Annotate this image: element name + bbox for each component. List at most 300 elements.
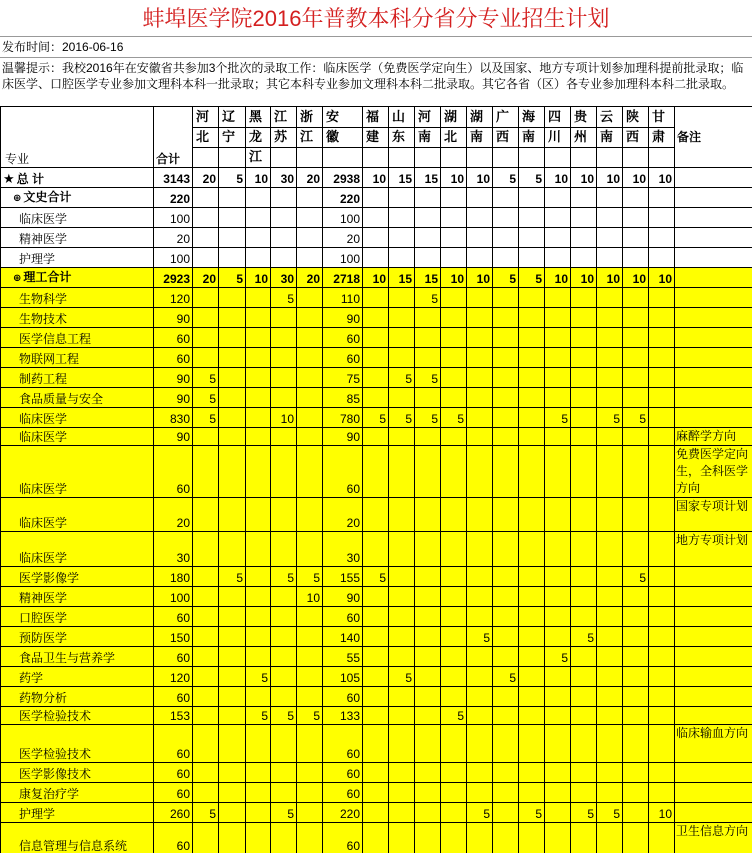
province-value-cell: 60 — [323, 687, 363, 707]
province-value-cell — [219, 408, 246, 428]
table-row — [1, 763, 752, 783]
province-value-cell — [467, 647, 493, 667]
province-value-cell: 5 — [389, 408, 415, 428]
table-row — [1, 687, 752, 707]
major-cell — [1, 803, 154, 823]
province-value-cell — [493, 647, 519, 667]
province-value-cell — [415, 567, 441, 587]
note-cell — [675, 567, 752, 587]
province-value-cell — [297, 308, 323, 328]
province-value-cell — [623, 763, 649, 783]
province-value-cell — [545, 498, 571, 532]
province-value-cell — [623, 725, 649, 763]
province-value-cell — [597, 763, 623, 783]
major-name: 生物科学 — [19, 292, 68, 306]
note-cell: 地方专项计划 — [675, 532, 752, 567]
note-cell: 国家专项计划 — [675, 498, 752, 532]
province-value-cell — [467, 707, 493, 725]
province-value-cell — [297, 667, 323, 687]
province-value-cell — [246, 687, 271, 707]
province-value-cell: 5 — [467, 803, 493, 823]
province-value-cell — [649, 368, 675, 388]
province-value-cell — [597, 388, 623, 408]
expand-plus-icon[interactable]: ⊕ — [13, 273, 22, 284]
total-cell: 90 — [154, 368, 193, 388]
province-value-cell: 20 — [297, 168, 323, 188]
province-value-cell — [297, 228, 323, 248]
province-value-cell: 10 — [623, 268, 649, 288]
province-value-cell — [271, 667, 297, 687]
header-province — [415, 107, 441, 168]
province-value-cell: 5 — [219, 268, 246, 288]
province-value-cell — [597, 687, 623, 707]
province-value-cell — [441, 667, 467, 687]
province-value-cell — [571, 248, 597, 268]
province-value-cell — [415, 428, 441, 446]
province-value-cell: 85 — [323, 388, 363, 408]
province-value-cell: 5 — [441, 408, 467, 428]
major-name: 临床医学 — [19, 551, 68, 565]
header-province — [493, 107, 519, 168]
total-cell: 60 — [154, 725, 193, 763]
province-value-cell — [297, 607, 323, 627]
province-value-cell — [193, 763, 219, 783]
province-value-cell — [571, 687, 597, 707]
major-name: 临床医学 — [19, 482, 68, 496]
major-cell — [1, 707, 154, 725]
province-value-cell — [297, 348, 323, 368]
province-value-cell — [246, 823, 271, 853]
total-cell: 120 — [154, 667, 193, 687]
table-row — [1, 188, 752, 208]
province-value-cell: 10 — [623, 168, 649, 188]
province-value-cell — [193, 587, 219, 607]
major-cell — [1, 388, 154, 408]
province-value-cell: 140 — [323, 627, 363, 647]
table-row — [1, 308, 752, 328]
total-cell: 60 — [154, 647, 193, 667]
province-value-cell — [649, 288, 675, 308]
province-value-cell — [545, 208, 571, 228]
province-value-cell — [519, 188, 545, 208]
major-name: 总 计 — [16, 172, 44, 186]
header-province — [193, 107, 219, 168]
province-value-cell — [597, 208, 623, 228]
province-value-cell: 20 — [193, 168, 219, 188]
province-value-cell — [297, 498, 323, 532]
province-value-cell — [597, 368, 623, 388]
province-value-cell: 5 — [415, 408, 441, 428]
province-value-cell — [597, 823, 623, 853]
province-value-cell — [271, 428, 297, 446]
province-value-cell — [246, 498, 271, 532]
major-cell — [1, 823, 154, 853]
province-value-cell — [271, 763, 297, 783]
province-value-cell — [571, 388, 597, 408]
province-value-cell — [246, 647, 271, 667]
province-value-cell — [193, 647, 219, 667]
province-value-cell — [649, 428, 675, 446]
table-row — [1, 268, 752, 288]
province-value-cell — [271, 725, 297, 763]
province-value-cell — [271, 498, 297, 532]
province-value-cell — [246, 763, 271, 783]
province-value-cell — [571, 308, 597, 328]
table-row — [1, 208, 752, 228]
province-value-cell — [571, 567, 597, 587]
total-cell: 20 — [154, 228, 193, 248]
province-value-cell — [193, 667, 219, 687]
province-value-cell — [363, 783, 389, 803]
province-value-cell — [389, 725, 415, 763]
province-value-cell — [467, 408, 493, 428]
province-value-cell: 5 — [623, 408, 649, 428]
province-value-cell: 5 — [389, 667, 415, 687]
major-name: 食品质量与安全 — [19, 392, 104, 406]
province-value-cell — [493, 532, 519, 567]
province-value-cell — [519, 783, 545, 803]
province-value-cell — [649, 627, 675, 647]
province-value-cell — [571, 587, 597, 607]
header-major: 专业 — [1, 107, 154, 168]
header-province — [246, 107, 271, 168]
province-value-cell — [389, 228, 415, 248]
major-cell — [1, 308, 154, 328]
province-name: 安徽 — [326, 109, 340, 144]
major-cell — [1, 532, 154, 567]
province-value-cell — [415, 687, 441, 707]
major-name: 口腔医学 — [19, 611, 68, 625]
total-cell: 120 — [154, 288, 193, 308]
province-value-cell — [519, 687, 545, 707]
province-value-cell — [219, 803, 246, 823]
province-value-cell — [246, 348, 271, 368]
province-value-cell — [467, 763, 493, 783]
province-value-cell — [623, 823, 649, 853]
header-province — [363, 107, 389, 168]
province-value-cell: 155 — [323, 567, 363, 587]
province-value-cell: 5 — [297, 567, 323, 587]
province-value-cell — [219, 587, 246, 607]
province-value-cell — [493, 228, 519, 248]
province-value-cell — [193, 348, 219, 368]
province-value-cell — [467, 328, 493, 348]
table-row — [1, 348, 752, 368]
province-value-cell — [415, 328, 441, 348]
province-value-cell: 5 — [246, 667, 271, 687]
total-cell: 100 — [154, 208, 193, 228]
table-row — [1, 228, 752, 248]
major-name: 食品卫生与营养学 — [19, 651, 116, 665]
province-value-cell — [297, 368, 323, 388]
province-value-cell — [649, 228, 675, 248]
province-value-cell — [649, 783, 675, 803]
province-value-cell — [246, 288, 271, 308]
province-value-cell — [441, 687, 467, 707]
province-value-cell — [246, 607, 271, 627]
province-value-cell — [297, 446, 323, 498]
province-value-cell — [545, 803, 571, 823]
note-cell — [675, 587, 752, 607]
province-value-cell — [415, 587, 441, 607]
province-name: 湖北 — [444, 109, 458, 144]
province-value-cell — [219, 388, 246, 408]
province-value-cell: 5 — [493, 667, 519, 687]
province-value-cell — [597, 707, 623, 725]
province-name: 四川 — [548, 109, 562, 144]
total-cell: 3143 — [154, 168, 193, 188]
province-value-cell — [363, 188, 389, 208]
province-value-cell: 10 — [363, 168, 389, 188]
province-name: 海南 — [522, 109, 536, 144]
province-name: 福建 — [366, 109, 380, 144]
major-cell — [1, 348, 154, 368]
province-value-cell: 5 — [389, 368, 415, 388]
province-value-cell — [193, 783, 219, 803]
province-value-cell — [519, 288, 545, 308]
province-value-cell — [571, 208, 597, 228]
province-value-cell: 100 — [323, 248, 363, 268]
province-value-cell — [297, 532, 323, 567]
province-value-cell — [441, 368, 467, 388]
province-value-cell: 10 — [571, 168, 597, 188]
province-value-cell — [363, 428, 389, 446]
province-value-cell — [649, 388, 675, 408]
province-value-cell — [493, 408, 519, 428]
province-value-cell — [219, 328, 246, 348]
province-value-cell: 55 — [323, 647, 363, 667]
province-value-cell — [649, 647, 675, 667]
province-value-cell: 15 — [415, 168, 441, 188]
province-value-cell — [519, 228, 545, 248]
province-value-cell — [297, 763, 323, 783]
province-name: 云南 — [600, 109, 614, 144]
province-value-cell — [441, 803, 467, 823]
province-value-cell: 10 — [363, 268, 389, 288]
province-value-cell — [219, 687, 246, 707]
province-value-cell — [545, 428, 571, 446]
province-value-cell — [623, 248, 649, 268]
province-value-cell — [297, 288, 323, 308]
major-name: 药物分析 — [19, 691, 68, 705]
province-value-cell: 15 — [389, 168, 415, 188]
province-value-cell — [246, 532, 271, 567]
province-value-cell — [493, 687, 519, 707]
note-cell — [675, 707, 752, 725]
major-cell — [1, 783, 154, 803]
major-cell — [1, 428, 154, 446]
province-value-cell — [363, 532, 389, 567]
province-value-cell: 133 — [323, 707, 363, 725]
total-cell: 30 — [154, 532, 193, 567]
province-value-cell: 5 — [493, 168, 519, 188]
province-value-cell — [571, 188, 597, 208]
province-value-cell — [571, 763, 597, 783]
note-cell — [675, 328, 752, 348]
province-value-cell: 10 — [441, 268, 467, 288]
note-cell: 麻醉学方向 — [675, 428, 752, 446]
province-value-cell: 5 — [219, 567, 246, 587]
province-value-cell — [623, 228, 649, 248]
header-province — [571, 107, 597, 168]
province-value-cell — [545, 248, 571, 268]
province-value-cell: 90 — [323, 428, 363, 446]
province-value-cell — [571, 328, 597, 348]
header-row — [1, 107, 752, 168]
total-cell: 260 — [154, 803, 193, 823]
province-value-cell: 60 — [323, 328, 363, 348]
province-value-cell — [415, 607, 441, 627]
publish-date: 发布时间：2016-06-16 — [0, 37, 752, 58]
major-name: 文史合计 — [23, 190, 72, 204]
province-value-cell: 10 — [597, 268, 623, 288]
province-value-cell — [649, 248, 675, 268]
province-value-cell — [649, 208, 675, 228]
province-value-cell — [623, 783, 649, 803]
province-value-cell — [545, 288, 571, 308]
province-value-cell: 10 — [649, 268, 675, 288]
total-cell: 220 — [154, 188, 193, 208]
province-value-cell — [415, 823, 441, 853]
table-row — [1, 168, 752, 188]
table-row — [1, 288, 752, 308]
province-value-cell — [363, 308, 389, 328]
province-value-cell — [545, 607, 571, 627]
province-value-cell — [441, 498, 467, 532]
major-cell — [1, 228, 154, 248]
province-value-cell — [623, 498, 649, 532]
province-value-cell — [649, 587, 675, 607]
province-value-cell — [246, 388, 271, 408]
province-value-cell — [415, 208, 441, 228]
major-cell — [1, 725, 154, 763]
province-value-cell — [467, 208, 493, 228]
province-value-cell: 10 — [649, 168, 675, 188]
province-value-cell — [271, 308, 297, 328]
major-name: 护理学 — [19, 252, 56, 266]
table-row — [1, 725, 752, 763]
province-value-cell — [571, 607, 597, 627]
province-value-cell: 90 — [323, 308, 363, 328]
note-cell — [675, 783, 752, 803]
province-value-cell — [649, 707, 675, 725]
province-value-cell — [389, 687, 415, 707]
province-value-cell — [519, 725, 545, 763]
province-value-cell — [519, 248, 545, 268]
province-value-cell: 60 — [323, 446, 363, 498]
province-value-cell — [467, 388, 493, 408]
province-value-cell — [441, 627, 467, 647]
province-value-cell — [219, 725, 246, 763]
province-value-cell — [246, 783, 271, 803]
note-cell — [675, 687, 752, 707]
province-value-cell — [441, 647, 467, 667]
province-value-cell — [519, 328, 545, 348]
table-row — [1, 803, 752, 823]
province-value-cell — [493, 368, 519, 388]
province-value-cell — [219, 288, 246, 308]
province-name: 河北 — [196, 109, 210, 144]
province-value-cell — [623, 428, 649, 446]
province-value-cell — [597, 783, 623, 803]
province-value-cell — [545, 532, 571, 567]
province-value-cell — [441, 587, 467, 607]
province-value-cell — [493, 707, 519, 725]
province-value-cell — [597, 647, 623, 667]
province-value-cell — [467, 687, 493, 707]
province-value-cell — [246, 188, 271, 208]
province-value-cell — [623, 288, 649, 308]
province-value-cell — [571, 725, 597, 763]
note-cell — [675, 168, 752, 188]
note-cell — [675, 607, 752, 627]
province-value-cell — [545, 687, 571, 707]
province-value-cell — [493, 348, 519, 368]
province-value-cell — [597, 446, 623, 498]
province-value-cell — [649, 725, 675, 763]
expand-plus-icon[interactable]: ⊕ — [13, 193, 22, 204]
province-value-cell: 15 — [415, 268, 441, 288]
province-value-cell: 75 — [323, 368, 363, 388]
province-value-cell — [467, 248, 493, 268]
province-value-cell — [271, 208, 297, 228]
table-row — [1, 532, 752, 567]
province-value-cell — [389, 308, 415, 328]
total-cell: 90 — [154, 428, 193, 446]
province-value-cell — [246, 627, 271, 647]
province-value-cell — [193, 446, 219, 498]
total-cell: 60 — [154, 348, 193, 368]
province-value-cell — [467, 308, 493, 328]
major-cell — [1, 168, 154, 188]
province-value-cell — [545, 763, 571, 783]
province-value-cell — [545, 446, 571, 498]
province-value-cell — [597, 667, 623, 687]
table-row — [1, 587, 752, 607]
major-cell — [1, 188, 154, 208]
province-value-cell — [467, 607, 493, 627]
major-name: 临床医学 — [19, 412, 68, 426]
province-value-cell — [519, 446, 545, 498]
province-value-cell — [519, 763, 545, 783]
province-value-cell — [597, 228, 623, 248]
province-value-cell — [649, 763, 675, 783]
province-value-cell — [441, 288, 467, 308]
table-row — [1, 667, 752, 687]
province-value-cell — [193, 288, 219, 308]
province-value-cell — [219, 627, 246, 647]
province-value-cell: 5 — [441, 707, 467, 725]
table-row — [1, 408, 752, 428]
province-value-cell — [493, 208, 519, 228]
province-value-cell — [649, 348, 675, 368]
province-value-cell — [219, 498, 246, 532]
province-value-cell — [519, 308, 545, 328]
province-value-cell — [415, 188, 441, 208]
province-value-cell — [623, 368, 649, 388]
province-value-cell — [415, 308, 441, 328]
note-cell — [675, 228, 752, 248]
major-cell — [1, 248, 154, 268]
table-row — [1, 498, 752, 532]
province-value-cell — [649, 446, 675, 498]
notice-text: 温馨提示：我校2016年在安徽省共参加3个批次的录取工作：临床医学（免费医学定向生）以及国家、地方专项计划参加理科提前批录取；临床医学、口腔医学专业参加文理科本科一批录取；其它本科专业参加文理科本科二批录取。其它各省（区）各专业参加理科本科二批录取。 — [2, 61, 744, 91]
note-cell — [675, 288, 752, 308]
province-value-cell — [219, 607, 246, 627]
province-name: 江苏 — [274, 109, 288, 144]
province-value-cell: 5 — [519, 803, 545, 823]
province-value-cell — [545, 368, 571, 388]
